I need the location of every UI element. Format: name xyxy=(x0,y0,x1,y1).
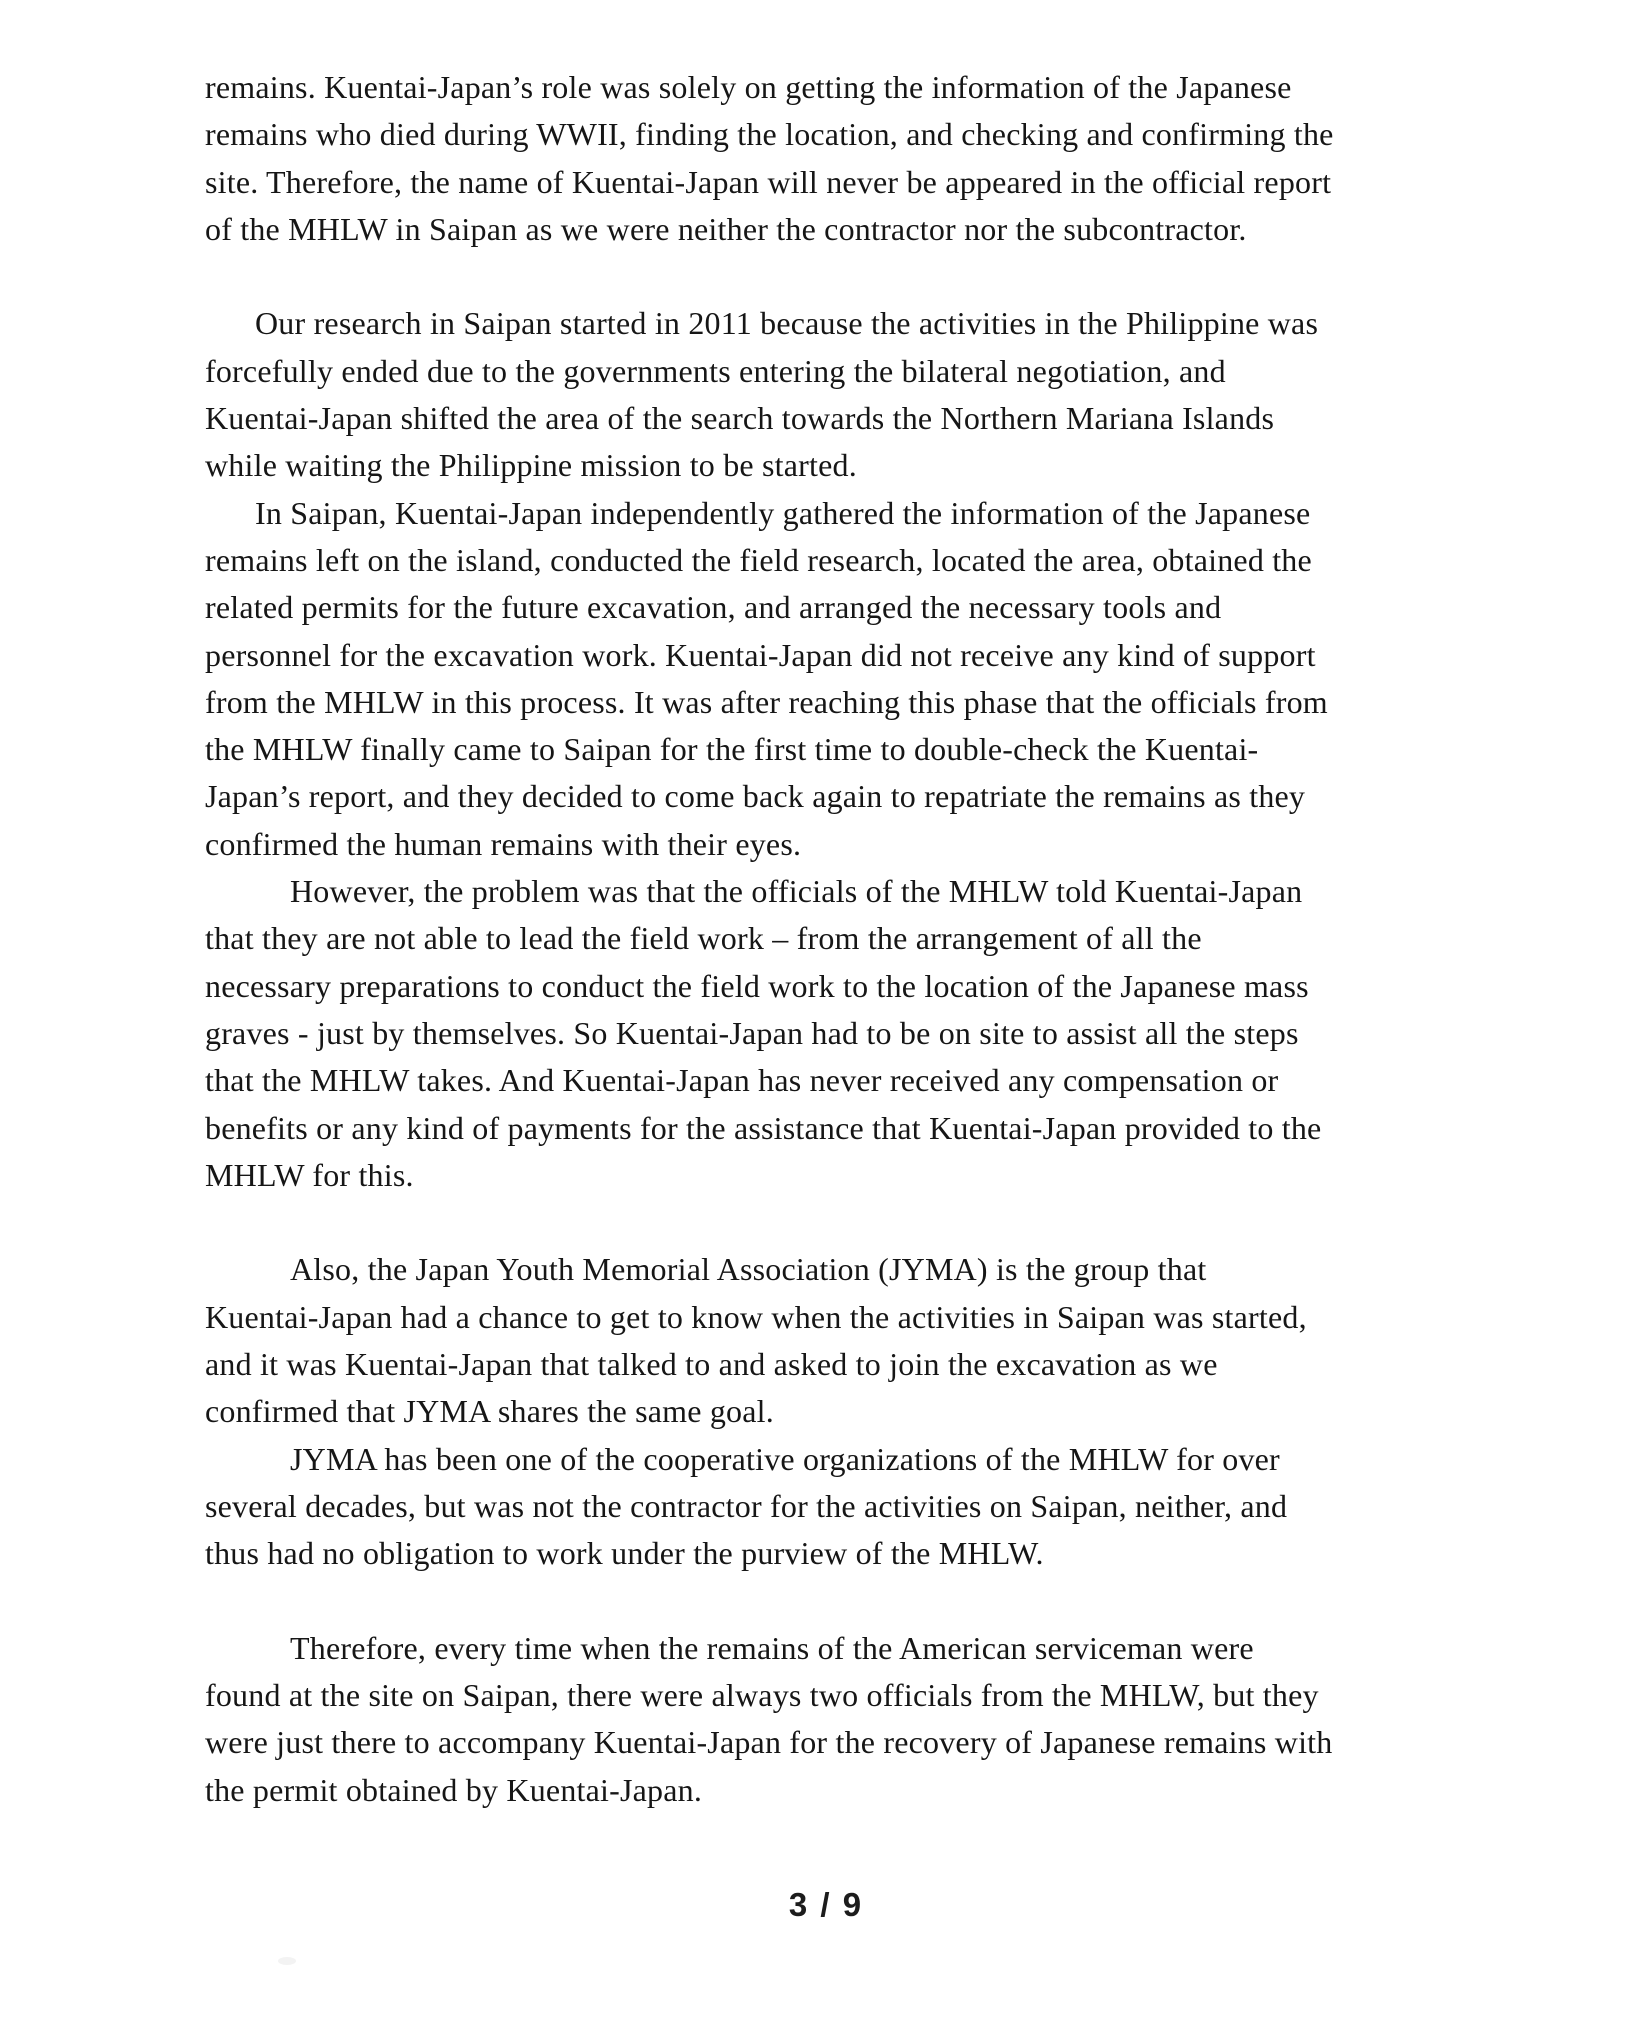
text-line: necessary preparations to conduct the field work to the location of the Japanese mass xyxy=(205,967,1309,1004)
document-body xyxy=(205,64,1495,1814)
text-line: JYMA has been one of the cooperative organizations of the MHLW for over xyxy=(290,1440,1280,1477)
text-line: Kuentai-Japan shifted the area of the search towards the Northern Mariana Islands xyxy=(205,400,1275,437)
text-line: site. Therefore, the name of Kuentai-Japan will never be appeared in the official report xyxy=(205,163,1332,200)
text-line: thus had no obligation to work under the purview of the MHLW. xyxy=(205,1535,1044,1572)
text-line: remains left on the island, conducted the field research, located the area, obtained the xyxy=(205,541,1312,578)
text-line: remains who died during WWII, finding the location, and checking and confirming the xyxy=(205,116,1334,153)
text-line: personnel for the excavation work. Kuentai-Japan did not receive any kind of support xyxy=(205,636,1316,673)
text-line: Kuentai-Japan had a chance to get to know when the activities in Saipan was started, xyxy=(205,1298,1307,1335)
text-line: MHLW for this. xyxy=(205,1156,414,1193)
text-line: forcefully ended due to the governments entering the bilateral negotiation, and xyxy=(205,352,1226,389)
paragraph xyxy=(205,1436,1495,1578)
text-line: from the MHLW in this process. It was after reaching this phase that the officials from xyxy=(205,683,1328,720)
scan-smudge-artifact xyxy=(278,1957,296,1965)
text-line: benefits or any kind of payments for the assistance that Kuentai-Japan provided to the xyxy=(205,1109,1322,1146)
paragraph xyxy=(205,490,1495,868)
text-line: Our research in Saipan started in 2011 because the activities in the Philippine was xyxy=(255,305,1319,342)
text-line: the permit obtained by Kuentai-Japan. xyxy=(205,1771,703,1808)
text-line: In Saipan, Kuentai-Japan independently gathered the information of the Japanese xyxy=(255,494,1311,531)
text-line: related permits for the future excavation, and arranged the necessary tools and xyxy=(205,589,1222,626)
text-line: the MHLW finally came to Saipan for the first time to double-check the Kuentai- xyxy=(205,731,1259,768)
text-line: Also, the Japan Youth Memorial Association (JYMA) is the group that xyxy=(290,1251,1207,1288)
page-number: 3 / 9 xyxy=(788,1886,864,1923)
text-line: However, the problem was that the officials of the MHLW told Kuentai-Japan xyxy=(290,873,1303,910)
text-line: that they are not able to lead the field work – from the arrangement of all the xyxy=(205,920,1202,957)
paragraph xyxy=(205,64,1495,253)
text-line: of the MHLW in Saipan as we were neither the contractor nor the subcontractor. xyxy=(205,210,1247,247)
text-line: were just there to accompany Kuentai-Japan for the recovery of Japanese remains with xyxy=(205,1724,1333,1761)
text-line: Japan’s report, and they decided to come back again to repatriate the remains as they xyxy=(205,778,1306,815)
paragraph xyxy=(205,1246,1495,1435)
text-line: found at the site on Saipan, there were always two officials from the MHLW, but they xyxy=(205,1677,1319,1714)
text-line: and it was Kuentai-Japan that talked to and asked to join the excavation as we xyxy=(205,1346,1218,1383)
paragraph xyxy=(205,1625,1495,1814)
text-line: graves - just by themselves. So Kuentai-Japan had to be on site to assist all the steps xyxy=(205,1014,1299,1051)
text-line: remains. Kuentai-Japan’s role was solely on getting the information of the Japanese xyxy=(205,69,1292,105)
paragraph xyxy=(205,868,1495,1199)
text-line: several decades, but was not the contractor for the activities on Saipan, neither, and xyxy=(205,1487,1288,1524)
paragraph xyxy=(205,300,1495,489)
text-line: confirmed the human remains with their eyes. xyxy=(205,825,802,862)
text-line: while waiting the Philippine mission to be started. xyxy=(205,447,857,484)
text-line: Therefore, every time when the remains of the American serviceman were xyxy=(290,1629,1254,1666)
text-line: confirmed that JYMA shares the same goal. xyxy=(205,1393,774,1430)
text-line: that the MHLW takes. And Kuentai-Japan has never received any compensation or xyxy=(205,1062,1279,1099)
